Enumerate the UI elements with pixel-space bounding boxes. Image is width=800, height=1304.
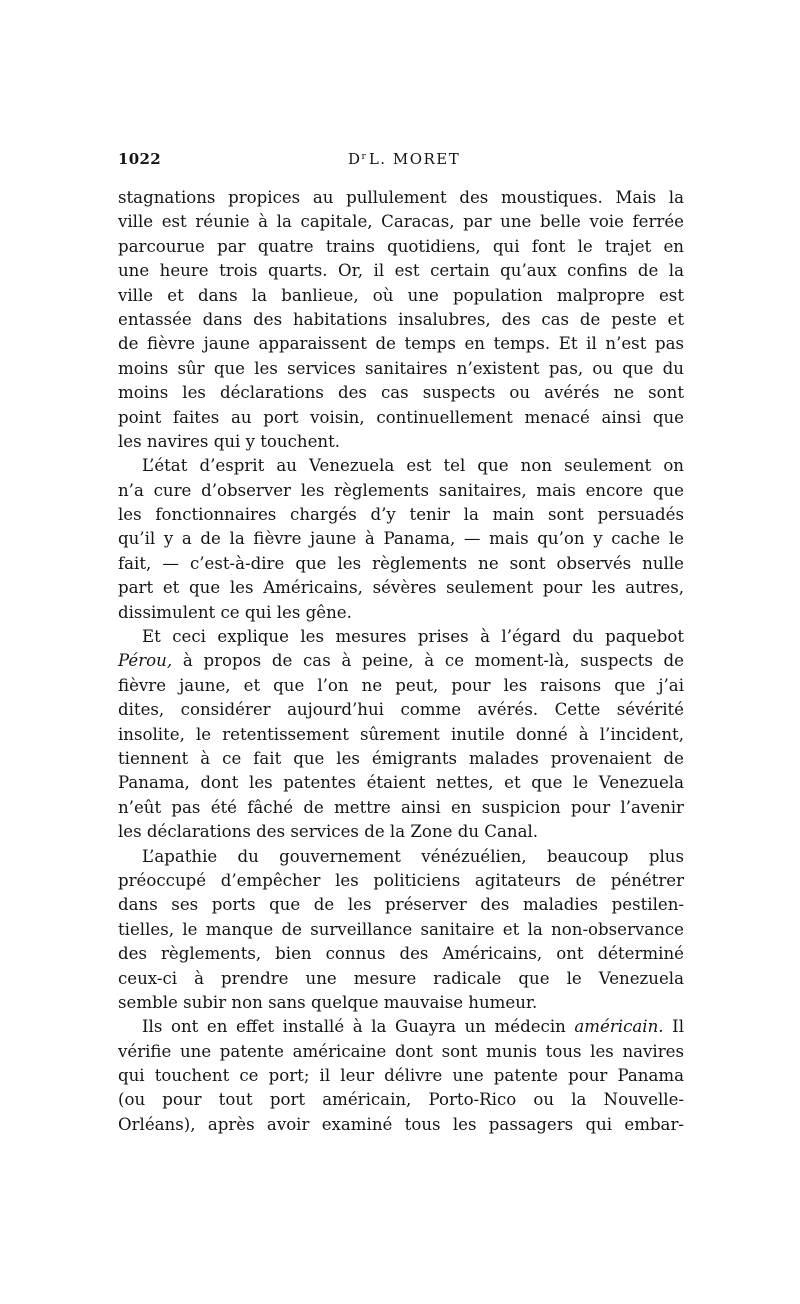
paragraph [118,1015,684,1137]
line-start: Ils ont en effet installé à la Guayra un médecin [142,1017,575,1037]
text-line: vérifie une patente américaine dont sont munis tous les navires [118,1041,684,1061]
page-number: 1022 [118,150,161,168]
text-line: dites, considérer aujourd’hui comme avérés. Cette sévérité [118,700,684,720]
text-line: insolite, le retentissement sûrement inutile donné à l’incident, [118,724,684,744]
text-line: qui touchent ce port; il leur délivre une patente pour Panama [118,1066,684,1086]
text-line: L’état d’esprit au Venezuela est tel que non seulement on [142,456,684,476]
text-line: n’eût pas été fâché de mettre ainsi en suspicion pour l’avenir [118,797,684,817]
text-line: ville et dans la banlieue, où une population malpropre est [118,285,684,305]
running-head [348,150,460,168]
text-line: tiennent à ce fait que les émigrants malades provenaient de [118,748,684,768]
text-line: (ou pour tout port américain, Porto-Rico ou la Nouvelle- [118,1090,684,1110]
text-line: préoccupé d’empêcher les politiciens agitateurs de pénétrer [118,870,684,890]
text-line: ceux-ci à prendre une mesure radicale que le Venezuela [118,968,684,988]
text-line: dissimulent ce qui les gêne. [118,602,352,622]
text-line: Et ceci explique les mesures prises à l’égard du paquebot [142,627,684,647]
text-line: des règlements, bien connus des Américains, ont déterminé [118,944,684,964]
text-line: moins sûr que les services sanitaires n’existent pas, ou que du [118,358,684,378]
text-line: L’apathie du gouvernement vénézuélien, beaucoup plus [142,846,684,866]
line-rest: à propos de cas à peine, à ce moment-là, suspects de [172,651,684,671]
text-line: qu’il y a de la fièvre jaune à Panama, — mais qu’on y cache le [118,529,684,549]
text-line: parcourue par quatre trains quotidiens, qui font le trajet en [118,236,684,256]
page-header [118,150,684,174]
text-line: moins les déclarations des cas suspects ou avérés ne sont [118,383,684,403]
author-title-superscript: r [361,152,366,162]
text-line: dans ses ports que de les préserver des maladies pestilen- [118,895,684,915]
paragraph [118,454,684,625]
paragraph [118,625,684,845]
text-line: Panama, dont les patentes étaient nettes, et que le Venezuela [118,773,684,793]
ship-name-italic: Pérou, [118,651,173,671]
text-line: les déclarations des services de la Zone du Canal. [118,822,539,842]
text-line: les navires qui y touchent. [118,431,341,451]
paragraph [118,845,684,1016]
american-italic: américain. [574,1017,664,1037]
body-text [118,186,684,1137]
text-line: ville est réunie à la capitale, Caracas, par une belle voie ferrée [118,212,684,232]
text-line: fièvre jaune, et que l’on ne peut, pour les raisons que j’ai [118,675,684,695]
line-end: Il [663,1017,685,1037]
text-line: n’a cure d’observer les règlements sanitaires, mais encore que [118,480,684,500]
text-line: point faites au port voisin, continuellement menacé ainsi que [118,407,684,427]
text-line: part et que les Américains, sévères seulement pour les autres, [118,578,684,598]
text-line [118,1015,684,1039]
text-line: Orléans), après avoir examiné tous les passagers qui embar- [118,1114,684,1134]
text-line [118,649,684,673]
author-title: D [348,150,362,168]
paragraph [118,186,684,454]
text-line: de fièvre jaune apparaissent de temps en temps. Et il n’est pas [118,334,684,354]
text-line: stagnations propices au pullulement des moustiques. Mais la [118,188,684,207]
text-line: tielles, le manque de surveillance sanitaire et la non-observance [118,919,684,939]
text-line: une heure trois quarts. Or, il est certain qu’aux confins de la [118,261,684,281]
text-line: semble subir non sans quelque mauvaise humeur. [118,992,538,1012]
text-line: fait, — c’est-à-dire que les règlements ne sont observés nulle [118,553,684,573]
author-name: L. MORET [368,150,461,168]
text-line: entassée dans des habitations insalubres, des cas de peste et [118,309,684,329]
text-line: les fonctionnaires chargés d’y tenir la main sont persuadés [118,505,684,525]
